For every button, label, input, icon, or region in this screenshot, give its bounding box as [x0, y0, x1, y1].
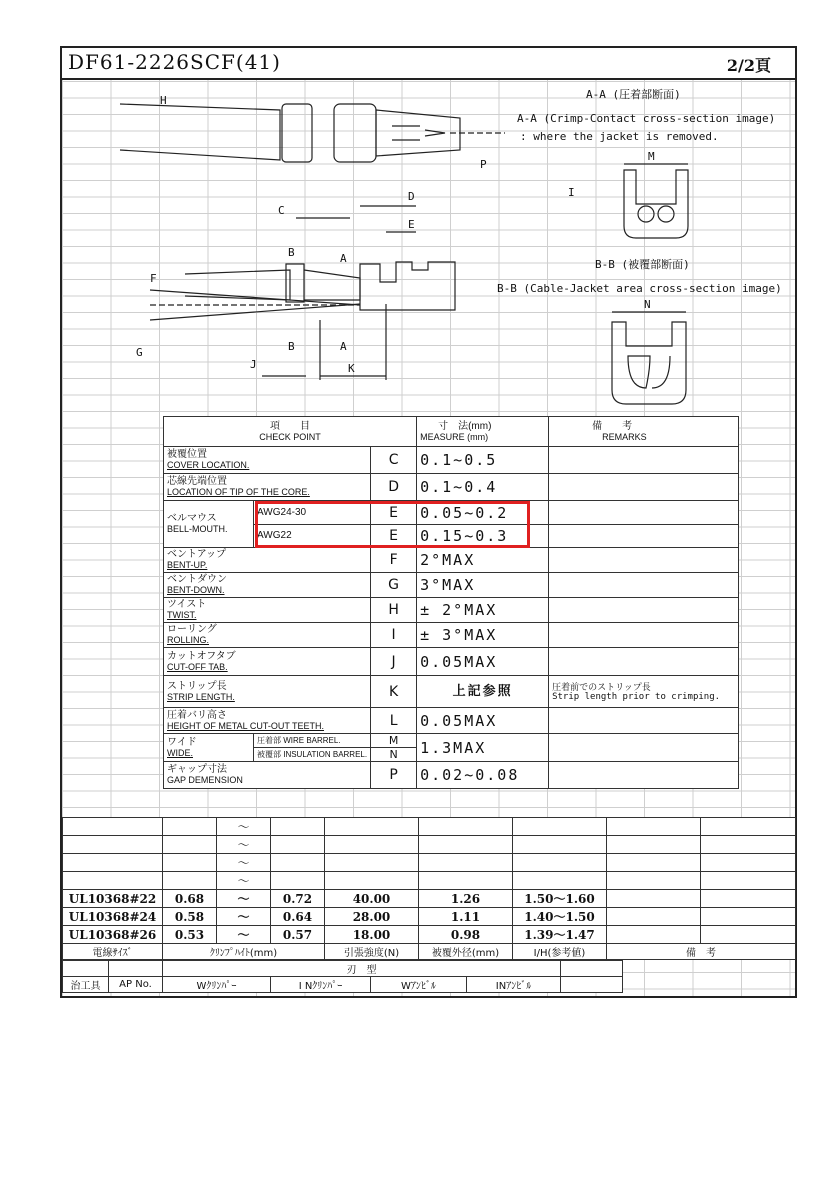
- label-k: K: [348, 362, 355, 375]
- cable-outline-top: [120, 104, 280, 160]
- header-remarks: 備 考 REMARKS: [549, 417, 739, 447]
- contact-body-side: [360, 262, 455, 310]
- label-a-bottom: A: [340, 340, 347, 353]
- table-row: ～: [63, 872, 796, 890]
- document-title: DF61-2226SCF(41): [68, 50, 281, 74]
- bend-line-f: [150, 290, 360, 305]
- table-row: ローリング ROLLING. I ± 3°MAX: [164, 623, 739, 648]
- section-bb-inner: [628, 356, 670, 388]
- section-bb-desc: B-B (Cable-Jacket area cross-section image): [497, 282, 782, 295]
- wire-barrel-top: [334, 104, 376, 162]
- table-row: UL10368#22 0.68 ～ 0.72 40.00 1.26 1.50～1.60: [63, 890, 796, 908]
- label-b-top: B: [288, 246, 295, 259]
- table-row: カットオフタブ CUT-OFF TAB. J 0.05MAX: [164, 648, 739, 676]
- table-row: ～: [63, 836, 796, 854]
- check-point-table: [163, 416, 739, 789]
- spec-header-row: 電線ｻｲｽﾞ ｸﾘﾝﾌﾟﾊｲﾄ(mm) 引張強度(N) 被覆外径(mm) I/H(参考値) 備 考: [63, 944, 796, 960]
- label-e: E: [408, 218, 415, 231]
- tooling-table: [62, 960, 623, 993]
- spec-section: [62, 817, 795, 997]
- table-row: ベントアップ BENT-UP. F 2°MAX: [164, 548, 739, 573]
- page-number: 2/2頁: [726, 56, 771, 75]
- table-row: ワイド WIDE. 圧着部 WIRE BARREL. M 1.3MAX: [164, 734, 739, 748]
- label-p: P: [480, 158, 487, 171]
- table-row: 治工具 AP No. Wｸﾘﾝﾊﾟｰ I Nｸﾘﾝﾊﾟｰ Wｱﾝﾋﾞﾙ INｱﾝﾋﾞﾙ: [63, 977, 623, 993]
- section-aa-title: A-A (圧着部断面): [586, 88, 681, 101]
- contact-body-top: [376, 110, 460, 156]
- table-row: ベルマウス BELL-MOUTH. AWG24-30 E 0.05~0.2: [164, 501, 739, 525]
- section-aa-core-left: [638, 206, 654, 222]
- section-bb-shape: [612, 322, 686, 404]
- section-aa-shape: [624, 170, 688, 238]
- label-b-bottom: B: [288, 340, 295, 353]
- table-row: 圧着バリ高さ HEIGHT OF METAL CUT-OUT TEETH. L 0.05MAX: [164, 708, 739, 734]
- table-row: ～: [63, 818, 796, 836]
- technical-drawing: [0, 0, 835, 420]
- table-row: ギャップ寸法 GAP DEMENSION P 0.02~0.08: [164, 762, 739, 789]
- table-row: ベントダウン BENT-DOWN. G 3°MAX: [164, 573, 739, 598]
- section-aa-desc-1: A-A (Crimp-Contact cross-section image): [517, 112, 776, 125]
- section-bb-title: B-B (被覆部断面): [595, 258, 690, 271]
- table-row: ～: [63, 854, 796, 872]
- label-d: D: [408, 190, 415, 203]
- header-check-point: 項 目 CHECK POINT: [164, 417, 417, 447]
- header-measure: 寸 法(mm) MEASURE (mm): [417, 417, 549, 447]
- label-m: M: [648, 150, 655, 163]
- table-row: ストリップ長 STRIP LENGTH. K 上記参照 圧着前でのストリップ長 Strip length prior to crimping.: [164, 676, 739, 708]
- section-aa-core-right: [658, 206, 674, 222]
- table-row: 被覆部 INSULATION BARREL. N: [164, 748, 739, 762]
- section-aa-desc-2: : where the jacket is removed.: [520, 130, 719, 143]
- label-i: I: [568, 186, 575, 199]
- label-g: G: [136, 346, 143, 359]
- table-row: ツイスト TWIST. H ± 2°MAX: [164, 598, 739, 623]
- table-row: 刃 型: [63, 961, 623, 977]
- core-side: [304, 270, 360, 300]
- cable-outline-side: [185, 270, 290, 300]
- bend-line-g: [150, 304, 360, 320]
- table-row: UL10368#24 0.58 ～ 0.64 28.00 1.11 1.40～1.50: [63, 908, 796, 926]
- label-f: F: [150, 272, 157, 285]
- contact-detail-top: [392, 126, 445, 140]
- table-row: AWG22 E 0.15~0.3: [164, 525, 739, 548]
- table-row: 芯線先端位置 LOCATION OF TIP OF THE CORE. D 0.1~0.4: [164, 474, 739, 501]
- table-row: 被覆位置 COVER LOCATION. C 0.1~0.5: [164, 447, 739, 474]
- label-c: C: [278, 204, 285, 217]
- label-n: N: [644, 298, 651, 311]
- label-j: J: [250, 358, 257, 371]
- spec-table: [62, 817, 796, 960]
- label-h: H: [160, 94, 167, 107]
- insulation-barrel-top: [282, 104, 312, 162]
- label-a-top: A: [340, 252, 347, 265]
- table-row: UL10368#26 0.53 ～ 0.57 18.00 0.98 1.39～1.47: [63, 926, 796, 944]
